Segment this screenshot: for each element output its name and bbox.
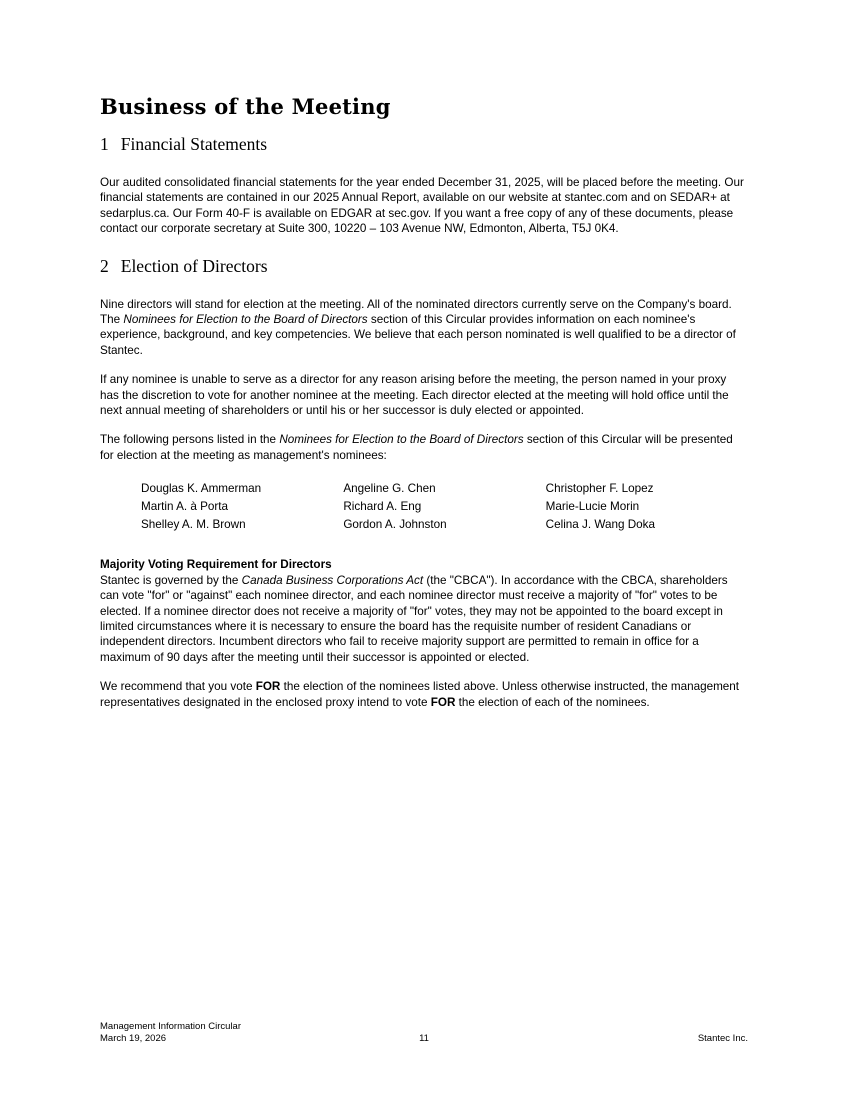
text-segment: section of this Circular provides information on each nominee's experience, background, and key competencies. We believe that each person nominated is well qualified to be a director of Stantec. — [100, 313, 736, 357]
page-title: Business of the Meeting — [100, 94, 391, 119]
page-footer — [100, 1021, 748, 1044]
election-paragraph-3 — [100, 432, 748, 463]
text-segment: We recommend that you vote — [100, 680, 256, 694]
nominee-name: Gordon A. Johnston — [343, 518, 447, 532]
recommendation-paragraph — [100, 679, 748, 710]
bold-text-segment: FOR — [430, 695, 456, 709]
nominee-name: Douglas K. Ammerman — [141, 482, 262, 496]
text-segment: the election of the nominees listed above. Unless otherwise instructed, the management representatives designated in the enclosed proxy intend to vote — [100, 680, 740, 709]
section-number: 2 — [100, 255, 109, 276]
election-paragraph-1 — [100, 297, 748, 359]
text-segment: section of this Circular will be presented for election at the meeting as management's nominees: — [100, 433, 733, 462]
footer-date: March 19, 2026 — [100, 1032, 167, 1044]
section-number: 1 — [100, 134, 109, 154]
nominee-name: Marie-Lucie Morin — [545, 500, 640, 514]
majority-voting-paragraph — [100, 573, 748, 665]
bold-text-segment: FOR — [255, 680, 281, 694]
nominee-column — [546, 480, 748, 534]
financial-statements-paragraph: Our audited consolidated financial statements for the year ended December 31, 2025, will be placed before the meeting. Our financial statements are contained in our 2025 Annual Report, available on our website at stantec.com and on SEDAR+ at sedarplus.ca. Our Form 40-F is available on EDGAR at sec.gov. If you want a free copy of any of these documents, please contact our corporate secretary at Suite 300, 10220 – 103 Avenue NW, Edmonton, Alberta, T5J 0K4. — [100, 176, 744, 236]
page-content — [100, 94, 748, 724]
nominee-column — [343, 480, 545, 534]
footer-company-name: Stantec Inc. — [697, 1032, 748, 1044]
section-heading-text: Financial Statements — [120, 134, 268, 154]
nominee-column — [141, 480, 343, 534]
nominee-name: Angeline G. Chen — [343, 482, 436, 496]
text-segment: (the "CBCA"). In accordance with the CBCA, shareholders can vote "for" or "against" each nominee director, and each nominee director must receive a majority of "for" votes to be elected. If a nominee director does not receive a majority of "for" votes, they may not be appointed to the board except in limited circumstances where it is necessary to ensure the board has the requisite number of resident Canadians or independent directors. Incumbent directors who fail to receive majority support are permitted to remain in office for a maximum of 90 days after the meeting until their successor is appointed or elected. — [100, 573, 728, 664]
election-paragraph-2: If any nominee is unable to serve as a director for any reason arising before the meeting, the person named in your proxy has the discretion to vote for another nominee at the meeting. Each director elected at the meeting will hold office until the next annual meeting of shareholders or until his or her successor is duly elected or appointed. — [100, 373, 729, 418]
italic-text-segment: Nominees for Election to the Board of Directors — [279, 433, 524, 447]
footer-circular-name: Management Information Circular — [100, 1021, 241, 1032]
text-segment: Stantec is governed by the — [100, 573, 242, 587]
nominee-name: Richard A. Eng — [343, 500, 422, 514]
italic-text-segment: Nominees for Election to the Board of Directors — [123, 313, 368, 327]
majority-voting-subheading: Majority Voting Requirement for Directors — [100, 558, 332, 572]
text-segment: The following persons listed in the — [100, 433, 280, 447]
nominee-name: Martin A. à Porta — [141, 500, 229, 514]
nominee-name: Celina J. Wang Doka — [545, 518, 656, 532]
nominee-list — [141, 480, 748, 534]
section-heading-election-of-directors — [100, 255, 748, 278]
section-heading-financial-statements — [100, 133, 748, 156]
text-segment: the election of each of the nominees. — [455, 695, 650, 709]
nominee-name: Shelley A. M. Brown — [141, 518, 246, 532]
section-heading-text: Election of Directors — [120, 255, 268, 276]
footer-left-block — [100, 1021, 241, 1044]
footer-page-number: 11 — [419, 1032, 429, 1044]
italic-text-segment: Canada Business Corporations Act — [241, 573, 424, 587]
nominee-name: Christopher F. Lopez — [545, 482, 654, 496]
text-segment: Nine directors will stand for election at the meeting. All of the nominated directors currently serve on the Company's board. The — [100, 297, 732, 327]
